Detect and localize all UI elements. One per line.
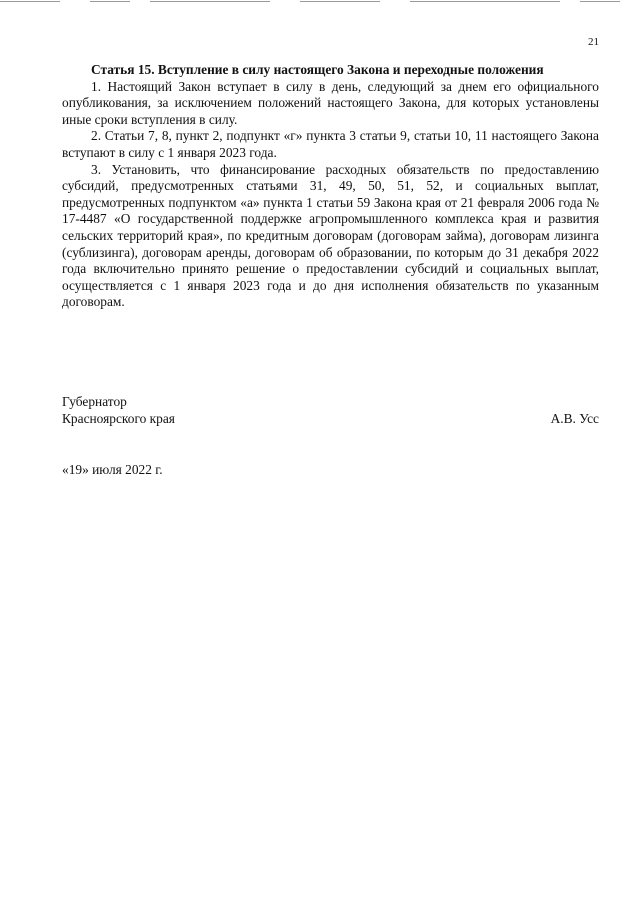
signatory-name: А.В. Усс xyxy=(550,410,599,426)
article-paragraph-2: 2. Статьи 7, 8, пункт 2, подпункт «г» пункта 3 статьи 9, статьи 10, 11 настоящего Закона вступают в силу с 1 января 2023 года. xyxy=(62,128,599,160)
signature-row xyxy=(62,411,599,428)
signatory-title-line1: Губернатор xyxy=(62,394,127,409)
article-body xyxy=(62,62,599,311)
signatory-title-line2: Красноярского края xyxy=(62,410,175,426)
page-number: 21 xyxy=(588,36,599,48)
scan-edge-artifact xyxy=(0,0,637,6)
signature-block xyxy=(62,394,599,427)
document-date: «19» июля 2022 г. xyxy=(62,462,163,477)
article-paragraph-3: 3. Установить, что финансирование расходных обязательств по предоставлению субсидий, предусмотренных статьями 31, 49, 50, 51, 52, и социальных выплат, предусмотренных подпунктом «а» пункта 1 статьи 59 Закона края от 21 февраля 2006 года № 17-4487 «О государственной поддержке агропромышленного комплекса края и развития сельских территорий края», по кредитным договорам (договорам займа), договорам лизинга (сублизинга), договорам аренды, договорам об образовании, по которым до 31 декабря 2022 года включительно принято решение о предоставлении субсидий и социальных выплат, осуществляется с 1 января 2023 года и до дня исполнения обязательств по указанным договорам. xyxy=(62,161,599,310)
article-heading: Статья 15. Вступление в силу настоящего Закона и переходные положения xyxy=(91,62,544,77)
article-paragraph-1: 1. Настоящий Закон вступает в силу в день, следующий за днем его официального опубликования, за исключением положений настоящего Закона, для которых установлены иные сроки вступления в силу. xyxy=(62,78,599,127)
